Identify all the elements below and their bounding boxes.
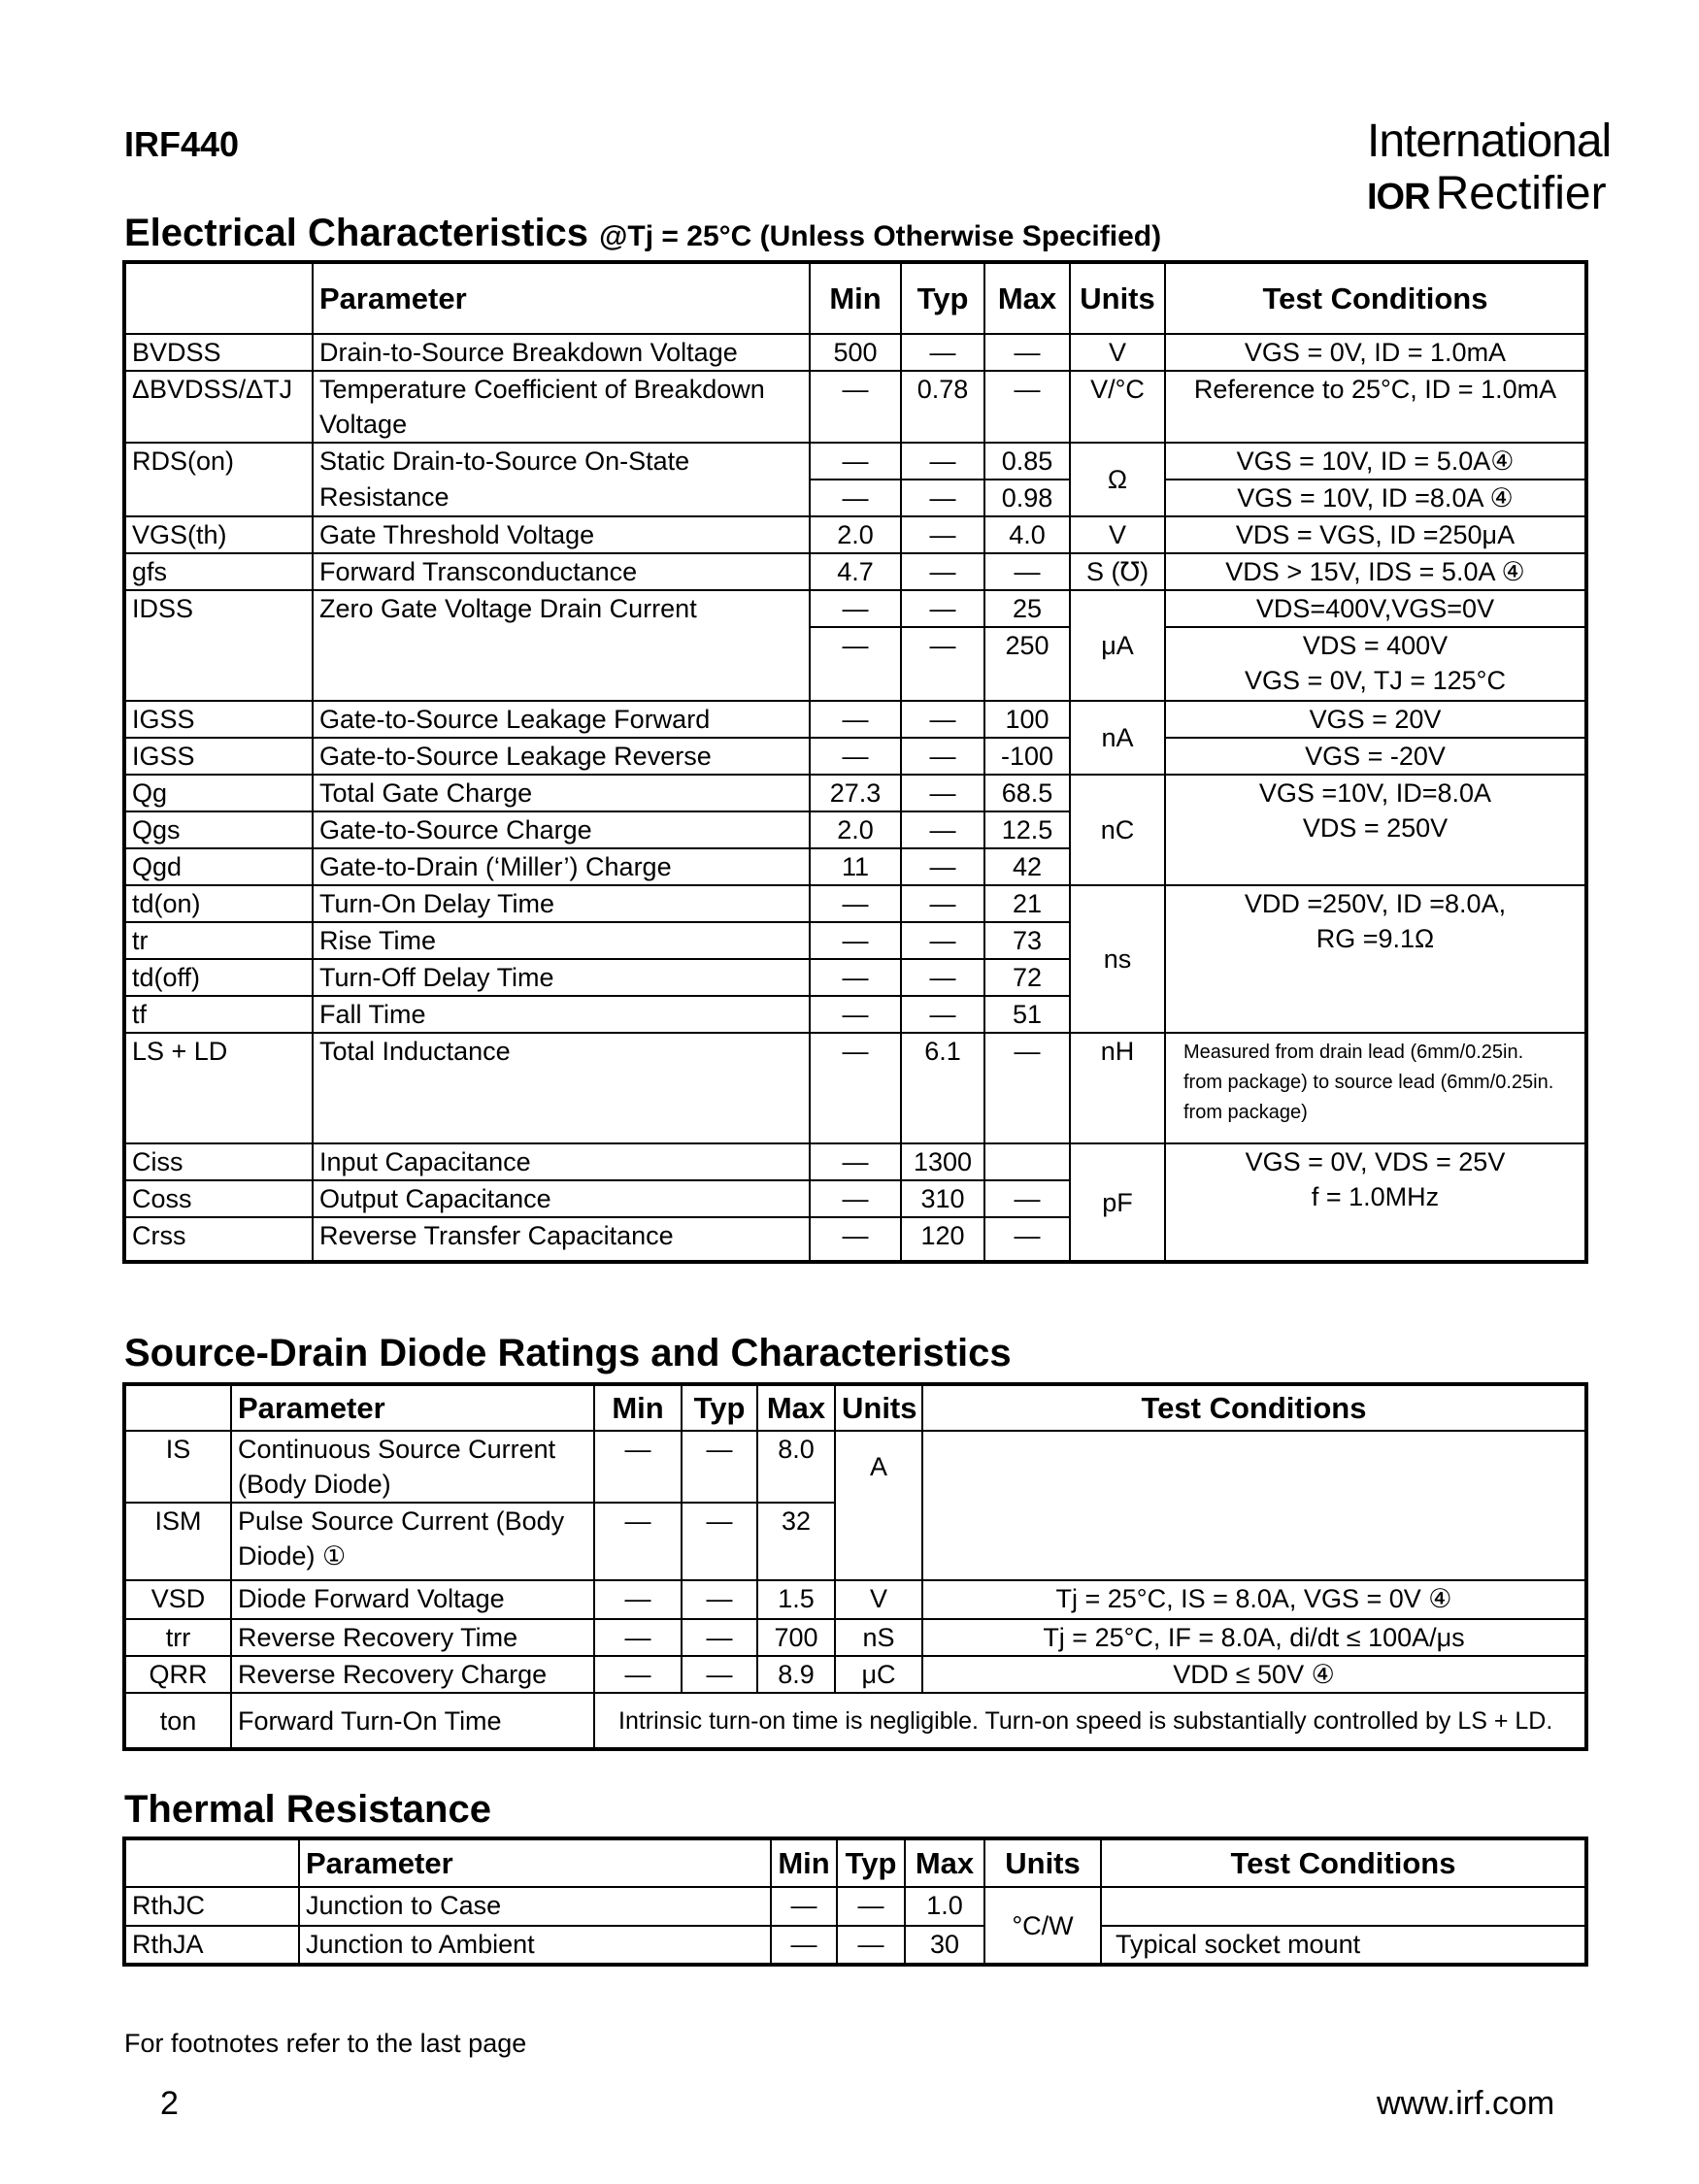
max-cell: [984, 1143, 1070, 1180]
typ-cell: —: [682, 1503, 757, 1580]
min-cell: —: [810, 443, 901, 480]
max-cell: 21: [984, 885, 1070, 922]
min-cell: 2.0: [810, 811, 901, 848]
parameter-cell: Zero Gate Voltage Drain Current: [313, 590, 810, 701]
company-logo-rectifier: Rectifier: [1435, 168, 1607, 219]
condition-cell: Tj = 25°C, IF = 8.0A, di/dt ≤ 100A/μs: [922, 1619, 1586, 1656]
condition-line: VDS = 400V: [1302, 631, 1449, 660]
symbol-cell: RthJA: [124, 1926, 299, 1965]
parameter-cell: Reverse Recovery Charge: [231, 1656, 594, 1693]
max-cell: 12.5: [984, 811, 1070, 848]
table-row: [124, 1656, 1586, 1693]
max-cell: —: [984, 553, 1070, 590]
symbol-cell: gfs: [124, 553, 313, 590]
condition-cell: [922, 1431, 1586, 1580]
min-cell: —: [594, 1656, 682, 1693]
header-max: Max: [905, 1838, 984, 1887]
company-logo-line2: [1367, 167, 1607, 220]
max-cell: 0.98: [984, 480, 1070, 516]
typ-cell: —: [682, 1656, 757, 1693]
condition-cell: VGS = 0V, ID = 1.0mA: [1165, 334, 1586, 371]
parameter-cell: Drain-to-Source Breakdown Voltage: [313, 334, 810, 371]
max-cell: 250: [984, 627, 1070, 701]
max-cell: —: [984, 1180, 1070, 1217]
condition-cell: [1165, 1143, 1586, 1262]
parameter-cell: Junction to Case: [299, 1887, 771, 1926]
parameter-cell: Continuous Source Current (Body Diode): [231, 1431, 594, 1503]
units-cell: V: [835, 1580, 922, 1619]
table-row: [124, 1580, 1586, 1619]
symbol-cell: VGS(th): [124, 516, 313, 553]
units-cell: ns: [1070, 885, 1165, 1033]
max-cell: —: [984, 371, 1070, 443]
units-cell: V: [1070, 516, 1165, 553]
header-parameter: Parameter: [231, 1384, 594, 1431]
units-cell: A: [835, 1431, 922, 1580]
symbol-cell: tr: [124, 922, 313, 959]
header-test-conditions: Test Conditions: [922, 1384, 1586, 1431]
max-cell: 42: [984, 848, 1070, 885]
units-cell: S (℧): [1070, 553, 1165, 590]
units-cell: nA: [1070, 701, 1165, 775]
max-cell: 51: [984, 996, 1070, 1033]
table-row: [124, 516, 1586, 553]
diode-characteristics-table: [122, 1382, 1588, 1751]
company-logo-line1: International: [1367, 116, 1612, 167]
header-parameter: Parameter: [299, 1838, 771, 1887]
parameter-cell: Resistance: [313, 480, 810, 516]
symbol-cell: IGSS: [124, 738, 313, 775]
condition-line: VGS =10V, ID=8.0A: [1258, 778, 1492, 808]
min-cell: —: [594, 1580, 682, 1619]
thermal-resistance-table: [122, 1837, 1588, 1967]
header-min: Min: [771, 1838, 837, 1887]
condition-line: VGS = 0V, VDS = 25V: [1245, 1147, 1506, 1176]
condition-line: f = 1.0MHz: [1311, 1182, 1440, 1211]
header-symbol: [124, 1384, 231, 1431]
min-cell: —: [810, 1180, 901, 1217]
symbol-cell: Qg: [124, 775, 313, 811]
condition-cell: Typical socket mount: [1101, 1926, 1586, 1965]
condition-cell: VDD ≤ 50V ④: [922, 1656, 1586, 1693]
parameter-cell: Forward Transconductance: [313, 553, 810, 590]
symbol-cell: td(on): [124, 885, 313, 922]
parameter-cell: Total Gate Charge: [313, 775, 810, 811]
parameter-cell: Turn-Off Delay Time: [313, 959, 810, 996]
header-typ: Typ: [837, 1838, 905, 1887]
parameter-cell: Gate-to-Source Charge: [313, 811, 810, 848]
parameter-cell: Pulse Source Current (Body Diode) ①: [231, 1503, 594, 1580]
condition-line: VDD =250V, ID =8.0A,: [1244, 889, 1507, 918]
max-cell: 8.0: [757, 1431, 835, 1503]
header-units: Units: [984, 1838, 1101, 1887]
min-cell: —: [810, 1217, 901, 1262]
max-cell: 68.5: [984, 775, 1070, 811]
units-cell: Ω: [1070, 443, 1165, 516]
table-row: [124, 885, 1586, 922]
max-cell: 0.85: [984, 443, 1070, 480]
condition-cell: [1165, 627, 1586, 701]
units-cell: nC: [1070, 775, 1165, 885]
parameter-cell: Junction to Ambient: [299, 1926, 771, 1965]
condition-cell: VGS = 10V, ID = 5.0A④: [1165, 443, 1586, 480]
max-cell: —: [984, 334, 1070, 371]
typ-cell: —: [901, 996, 984, 1033]
parameter-cell: Diode Forward Voltage: [231, 1580, 594, 1619]
condition-cell: VDS > 15V, IDS = 5.0A ④: [1165, 553, 1586, 590]
part-number: IRF440: [124, 124, 240, 164]
condition-cell: [1165, 775, 1586, 885]
table-row: [124, 701, 1586, 738]
min-cell: —: [810, 371, 901, 443]
typ-cell: —: [901, 738, 984, 775]
max-cell: 25: [984, 590, 1070, 627]
min-cell: —: [810, 996, 901, 1033]
table-row: [124, 480, 1586, 516]
condition-cell: [1165, 885, 1586, 1033]
table-header-row: [124, 1838, 1586, 1887]
min-cell: 4.7: [810, 553, 901, 590]
min-cell: —: [810, 627, 901, 701]
min-cell: —: [810, 738, 901, 775]
symbol-cell: RDS(on): [124, 443, 313, 516]
typ-cell: —: [901, 480, 984, 516]
ior-logo-mark: IOR: [1367, 177, 1430, 217]
typ-cell: 310: [901, 1180, 984, 1217]
typ-cell: —: [901, 885, 984, 922]
parameter-cell: Gate-to-Source Leakage Reverse: [313, 738, 810, 775]
typ-cell: —: [682, 1431, 757, 1503]
thermal-section-title: Thermal Resistance: [124, 1788, 491, 1831]
typ-cell: —: [837, 1926, 905, 1965]
typ-cell: 1300: [901, 1143, 984, 1180]
table-row: [124, 1033, 1586, 1143]
max-cell: 8.9: [757, 1656, 835, 1693]
max-cell: 72: [984, 959, 1070, 996]
min-cell: —: [771, 1887, 837, 1926]
typ-cell: —: [901, 443, 984, 480]
symbol-cell: IDSS: [124, 590, 313, 701]
min-cell: —: [594, 1503, 682, 1580]
parameter-cell: Gate Threshold Voltage: [313, 516, 810, 553]
header-units: Units: [1070, 262, 1165, 334]
min-cell: —: [810, 701, 901, 738]
symbol-cell: IS: [124, 1431, 231, 1503]
condition-cell: [1101, 1887, 1586, 1926]
header-min: Min: [810, 262, 901, 334]
typ-cell: —: [682, 1580, 757, 1619]
typ-cell: —: [901, 701, 984, 738]
min-cell: 27.3: [810, 775, 901, 811]
typ-cell: —: [901, 590, 984, 627]
parameter-cell: Gate-to-Drain (‘Miller’) Charge: [313, 848, 810, 885]
max-cell: —: [984, 1217, 1070, 1262]
symbol-cell: VSD: [124, 1580, 231, 1619]
table-header-row: [124, 262, 1586, 334]
condition-line: VDS = 250V: [1302, 813, 1449, 843]
units-cell: °C/W: [984, 1887, 1101, 1965]
symbol-cell: LS + LD: [124, 1033, 313, 1143]
typ-cell: 6.1: [901, 1033, 984, 1143]
condition-line: RG =9.1Ω: [1316, 924, 1435, 953]
typ-cell: —: [682, 1619, 757, 1656]
parameter-cell: Reverse Transfer Capacitance: [313, 1217, 810, 1262]
symbol-cell: Qgd: [124, 848, 313, 885]
electrical-characteristics-title: [124, 212, 1161, 255]
header-test-conditions: Test Conditions: [1165, 262, 1586, 334]
electrical-characteristics-table: [122, 260, 1588, 1264]
symbol-cell: td(off): [124, 959, 313, 996]
parameter-cell: Turn-On Delay Time: [313, 885, 810, 922]
table-row: [124, 1926, 1586, 1965]
header-typ: Typ: [901, 262, 984, 334]
section-title-text: Electrical Characteristics: [124, 212, 589, 254]
symbol-cell: ΔBVDSS/ΔTJ: [124, 371, 313, 443]
table-row: [124, 738, 1586, 775]
typ-cell: —: [901, 848, 984, 885]
typ-cell: —: [901, 775, 984, 811]
table-row: [124, 1619, 1586, 1656]
min-cell: 2.0: [810, 516, 901, 553]
parameter-cell: Fall Time: [313, 996, 810, 1033]
max-cell: 1.5: [757, 1580, 835, 1619]
typ-cell: —: [837, 1887, 905, 1926]
header-max: Max: [984, 262, 1070, 334]
header-symbol: [124, 1838, 299, 1887]
condition-cell: Tj = 25°C, IS = 8.0A, VGS = 0V ④: [922, 1580, 1586, 1619]
typ-cell: 120: [901, 1217, 984, 1262]
units-cell: nH: [1070, 1033, 1165, 1143]
condition-cell: VDS = VGS, ID =250μA: [1165, 516, 1586, 553]
typ-cell: —: [901, 553, 984, 590]
typ-cell: 0.78: [901, 371, 984, 443]
header-max: Max: [757, 1384, 835, 1431]
min-cell: —: [810, 1033, 901, 1143]
diode-section-title: Source-Drain Diode Ratings and Characteristics: [124, 1332, 1012, 1374]
turn-on-note-cell: Intrinsic turn-on time is negligible. Turn-on speed is substantially controlled by LS + LD.: [594, 1693, 1586, 1749]
header-typ: Typ: [682, 1384, 757, 1431]
symbol-cell: ton: [124, 1693, 231, 1749]
table-row: [124, 553, 1586, 590]
parameter-cell: Output Capacitance: [313, 1180, 810, 1217]
units-cell: V/°C: [1070, 371, 1165, 443]
parameter-cell: Static Drain-to-Source On-State: [313, 443, 810, 480]
condition-cell: Reference to 25°C, ID = 1.0mA: [1165, 371, 1586, 443]
max-cell: 73: [984, 922, 1070, 959]
min-cell: 500: [810, 334, 901, 371]
max-cell: 700: [757, 1619, 835, 1656]
min-cell: —: [810, 480, 901, 516]
min-cell: —: [594, 1619, 682, 1656]
header-parameter: Parameter: [313, 262, 810, 334]
typ-cell: —: [901, 516, 984, 553]
max-cell: 4.0: [984, 516, 1070, 553]
condition-cell: VGS = 10V, ID =8.0A ④: [1165, 480, 1586, 516]
units-cell: pF: [1070, 1143, 1165, 1262]
symbol-cell: Ciss: [124, 1143, 313, 1180]
units-cell: V: [1070, 334, 1165, 371]
symbol-cell: IGSS: [124, 701, 313, 738]
min-cell: —: [810, 1143, 901, 1180]
typ-cell: —: [901, 627, 984, 701]
website-link[interactable]: www.irf.com: [1377, 2085, 1555, 2122]
table-row: [124, 443, 1586, 480]
max-cell: -100: [984, 738, 1070, 775]
units-cell: nS: [835, 1619, 922, 1656]
table-header-row: [124, 1384, 1586, 1431]
symbol-cell: Coss: [124, 1180, 313, 1217]
condition-line: VGS = 0V, TJ = 125°C: [1245, 666, 1506, 695]
table-row: [124, 1431, 1586, 1503]
condition-cell: Measured from drain lead (6mm/0.25in. from package) to source lead (6mm/0.25in. from package): [1165, 1033, 1586, 1143]
parameter-cell: Reverse Recovery Time: [231, 1619, 594, 1656]
header-test-conditions: Test Conditions: [1101, 1838, 1586, 1887]
condition-cell: VGS = 20V: [1165, 701, 1586, 738]
min-cell: —: [810, 922, 901, 959]
parameter-cell: Input Capacitance: [313, 1143, 810, 1180]
units-cell: μA: [1070, 590, 1165, 701]
page-number: 2: [160, 2085, 179, 2122]
units-cell: μC: [835, 1656, 922, 1693]
header-symbol: [124, 262, 313, 334]
symbol-cell: QRR: [124, 1656, 231, 1693]
table-row: [124, 1887, 1586, 1926]
typ-cell: —: [901, 922, 984, 959]
max-cell: —: [984, 1033, 1070, 1143]
header-min: Min: [594, 1384, 682, 1431]
parameter-cell: Forward Turn-On Time: [231, 1693, 594, 1749]
typ-cell: —: [901, 334, 984, 371]
table-row: [124, 1693, 1586, 1749]
table-row: [124, 1143, 1586, 1180]
symbol-cell: ISM: [124, 1503, 231, 1580]
min-cell: —: [810, 590, 901, 627]
min-cell: —: [810, 885, 901, 922]
max-cell: 32: [757, 1503, 835, 1580]
symbol-cell: Crss: [124, 1217, 313, 1262]
parameter-cell: Rise Time: [313, 922, 810, 959]
min-cell: —: [771, 1926, 837, 1965]
footnote-text: For footnotes refer to the last page: [124, 2029, 527, 2058]
table-row: [124, 371, 1586, 443]
symbol-cell: tf: [124, 996, 313, 1033]
parameter-cell: Total Inductance: [313, 1033, 810, 1143]
min-cell: —: [594, 1431, 682, 1503]
symbol-cell: trr: [124, 1619, 231, 1656]
max-cell: 100: [984, 701, 1070, 738]
parameter-cell: Gate-to-Source Leakage Forward: [313, 701, 810, 738]
typ-cell: —: [901, 811, 984, 848]
symbol-cell: Qgs: [124, 811, 313, 848]
symbol-cell: BVDSS: [124, 334, 313, 371]
min-cell: —: [810, 959, 901, 996]
table-row: [124, 334, 1586, 371]
section-subtitle: @Tj = 25°C (Unless Otherwise Specified): [599, 220, 1162, 252]
parameter-cell: Temperature Coefficient of Breakdown Voltage: [313, 371, 810, 443]
condition-cell: VGS = -20V: [1165, 738, 1586, 775]
header-units: Units: [835, 1384, 922, 1431]
table-row: [124, 590, 1586, 627]
table-row: [124, 775, 1586, 811]
condition-cell: VDS=400V,VGS=0V: [1165, 590, 1586, 627]
typ-cell: —: [901, 959, 984, 996]
max-cell: 1.0: [905, 1887, 984, 1926]
max-cell: 30: [905, 1926, 984, 1965]
symbol-cell: RthJC: [124, 1887, 299, 1926]
min-cell: 11: [810, 848, 901, 885]
